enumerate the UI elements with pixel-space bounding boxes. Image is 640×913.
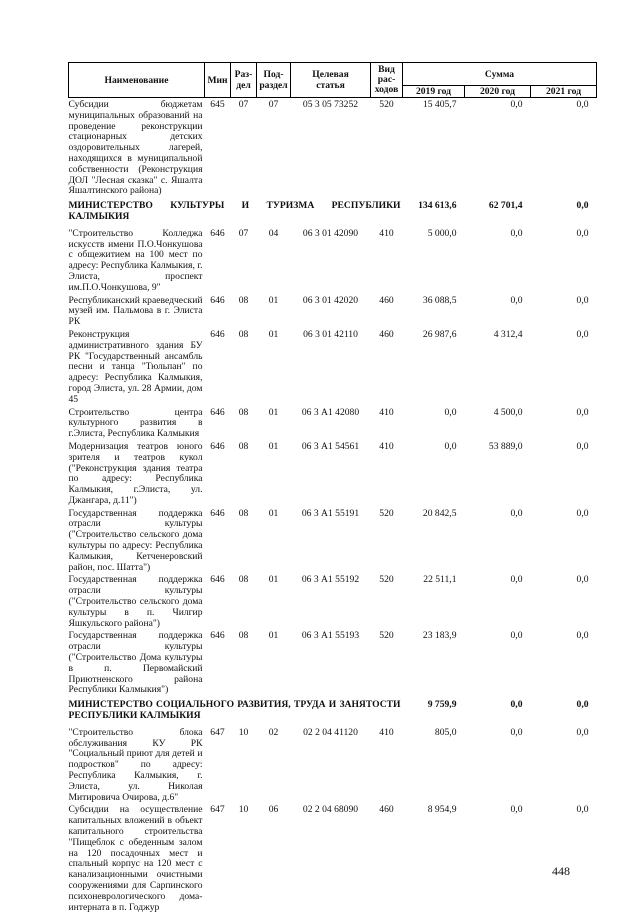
header-min: Мин — [205, 63, 231, 98]
amount-2019: 15 405,7 — [403, 98, 465, 198]
amount-2019: 26 987,6 — [403, 328, 465, 406]
table-row — [69, 294, 597, 328]
amount-2020: 0,0 — [465, 294, 531, 328]
amount-2021: 0,0 — [531, 406, 597, 440]
razdel-code: 07 — [231, 98, 257, 198]
amount-2021: 0,0 — [531, 507, 597, 574]
amount-2019: 8 954,9 — [403, 803, 465, 913]
target-article-code: 02 2 04 68090 — [291, 803, 371, 913]
header-target-article: Целевая статья — [291, 63, 371, 98]
expense-type-code: 410 — [371, 726, 403, 804]
table-body — [69, 98, 597, 913]
item-name: Субсидии на осуществление капитальных вложений в объект капитального строительства "Пищеблок с обеденным залом на 120 посадочных мест и спальный корпус на 120 мест с канализационными очистными сооружениями для Сарпинского психоневрологического дома-интерната в п. Годжур — [69, 803, 205, 913]
amount-2019: 22 511,1 — [403, 573, 465, 629]
podrazdel-code: 01 — [257, 440, 291, 507]
section-row — [69, 197, 597, 227]
amount-2020: 4 312,4 — [465, 328, 531, 406]
amount-2021: 0,0 — [531, 328, 597, 406]
ministry-code: 646 — [205, 406, 231, 440]
page-number: 448 — [552, 864, 570, 879]
amount-2020: 0,0 — [465, 726, 531, 804]
item-name: Модернизация театров юного зрителя и театров кукол ("Реконструкция здания театра по адресу: Республика Калмыкия, г.Элиста, ул. Джангара, д.11") — [69, 440, 205, 507]
amount-2021: 0,0 — [531, 227, 597, 294]
amount-2021: 0,0 — [531, 98, 597, 198]
target-article-code: 05 3 05 73252 — [291, 98, 371, 198]
amount-2019: 0,0 — [403, 406, 465, 440]
podrazdel-code: 01 — [257, 629, 291, 696]
target-article-code: 06 3 01 42110 — [291, 328, 371, 406]
section-amount-y2019: 9 759,9 — [403, 696, 465, 726]
section-amount-y2021: 0,0 — [531, 197, 597, 227]
podrazdel-code: 01 — [257, 328, 291, 406]
header-expense-type: Вид рас- ходов — [371, 63, 403, 98]
amount-2020: 0,0 — [465, 573, 531, 629]
amount-2021: 0,0 — [531, 629, 597, 696]
razdel-code: 08 — [231, 507, 257, 574]
item-name: Государственная поддержка отрасли культуры ("Строительство Дома культуры в п. Первомайский Приютненского района Республики Калмыкия") — [69, 629, 205, 696]
ministry-code: 646 — [205, 440, 231, 507]
expense-type-code: 520 — [371, 629, 403, 696]
item-name: Реконструкция административного здания БУ РК "Государственный ансамбль песни и танца "Тюльпан" по адресу: Республика Калмыкия, город Элиста, ул. 28 Армии, дом 45 — [69, 328, 205, 406]
podrazdel-code: 02 — [257, 726, 291, 804]
table-row — [69, 726, 597, 804]
table-row — [69, 507, 597, 574]
target-article-code: 06 3 А1 54561 — [291, 440, 371, 507]
item-name: Субсидии бюджетам муниципальных образований на проведение реконструкции стационарных детских оздоровительных лагерей, находящихся в муниципальной собственности (Реконструкция ДОЛ "Лесная сказка" с. Яшалта Яшалтинского района) — [69, 98, 205, 198]
target-article-code: 02 2 04 41120 — [291, 726, 371, 804]
amount-2021: 0,0 — [531, 294, 597, 328]
amount-2020: 0,0 — [465, 629, 531, 696]
ministry-code: 646 — [205, 507, 231, 574]
table-row — [69, 406, 597, 440]
header-2019: 2019 год — [403, 86, 465, 98]
amount-2020: 0,0 — [465, 98, 531, 198]
podrazdel-code: 01 — [257, 406, 291, 440]
amount-2019: 36 088,5 — [403, 294, 465, 328]
table-row — [69, 328, 597, 406]
expense-type-code: 410 — [371, 227, 403, 294]
expense-type-code: 460 — [371, 803, 403, 913]
amount-2020: 53 889,0 — [465, 440, 531, 507]
amount-2020: 0,0 — [465, 803, 531, 913]
amount-2019: 5 000,0 — [403, 227, 465, 294]
expense-type-code: 410 — [371, 440, 403, 507]
section-name: МИНИСТЕРСТВО КУЛЬТУРЫ И ТУРИЗМА РЕСПУБЛИКИ КАЛМЫКИЯ — [69, 197, 403, 227]
razdel-code: 07 — [231, 227, 257, 294]
target-article-code: 06 3 01 42020 — [291, 294, 371, 328]
expense-type-code: 520 — [371, 573, 403, 629]
ministry-code: 645 — [205, 98, 231, 198]
razdel-code: 08 — [231, 294, 257, 328]
razdel-code: 10 — [231, 803, 257, 913]
header-2020: 2020 год — [465, 86, 531, 98]
ministry-code: 646 — [205, 294, 231, 328]
amount-2019: 805,0 — [403, 726, 465, 804]
podrazdel-code: 01 — [257, 507, 291, 574]
amount-2020: 0,0 — [465, 507, 531, 574]
target-article-code: 06 3 А1 55191 — [291, 507, 371, 574]
ministry-code: 646 — [205, 629, 231, 696]
item-name: Республиканский краеведческий музей им. Пальмова в г. Элиста РК — [69, 294, 205, 328]
amount-2020: 4 500,0 — [465, 406, 531, 440]
expense-type-code: 520 — [371, 507, 403, 574]
razdel-code: 08 — [231, 406, 257, 440]
item-name: Строительство центра культурного развития в г.Элиста, Республика Калмыкия — [69, 406, 205, 440]
razdel-code: 08 — [231, 440, 257, 507]
item-name: "Строительство Колледжа искусств имени П.О.Чонкушова с общежитием на 100 мест по адресу: Республика Калмыкия, г. Элиста, проспект им.П.О.Чонкушова, 9" — [69, 227, 205, 294]
ministry-code: 647 — [205, 726, 231, 804]
amount-2019: 23 183,9 — [403, 629, 465, 696]
table-row — [69, 803, 597, 913]
target-article-code: 06 3 01 42090 — [291, 227, 371, 294]
target-article-code: 06 3 А1 55193 — [291, 629, 371, 696]
podrazdel-code: 07 — [257, 98, 291, 198]
item-name: Государственная поддержка отрасли культуры ("Строительство сельского дома культуры в п. Чилгир Яшкульского района") — [69, 573, 205, 629]
header-podrazdel: Под- раздел — [257, 63, 291, 98]
header-summa: Сумма — [403, 63, 597, 86]
amount-2021: 0,0 — [531, 803, 597, 913]
section-amount-y2019: 134 613,6 — [403, 197, 465, 227]
item-name: Государственная поддержка отрасли культуры ("Строительство сельского дома культуры по адресу: Республика Калмыкия, Кетченеровский район, пос. Шатта") — [69, 507, 205, 574]
section-amount-y2020: 62 701,4 — [465, 197, 531, 227]
ministry-code: 646 — [205, 227, 231, 294]
section-amount-y2020: 0,0 — [465, 696, 531, 726]
budget-table — [68, 62, 597, 913]
ministry-code: 647 — [205, 803, 231, 913]
podrazdel-code: 01 — [257, 294, 291, 328]
table-header — [69, 63, 597, 98]
section-amount-y2021: 0,0 — [531, 696, 597, 726]
table-row — [69, 98, 597, 198]
ministry-code: 646 — [205, 573, 231, 629]
podrazdel-code: 04 — [257, 227, 291, 294]
target-article-code: 06 3 А1 55192 — [291, 573, 371, 629]
amount-2021: 0,0 — [531, 440, 597, 507]
amount-2021: 0,0 — [531, 726, 597, 804]
target-article-code: 06 3 А1 42080 — [291, 406, 371, 440]
razdel-code: 08 — [231, 573, 257, 629]
amount-2021: 0,0 — [531, 573, 597, 629]
header-razdel: Раз- дел — [231, 63, 257, 98]
section-name: МИНИСТЕРСТВО СОЦИАЛЬНОГО РАЗВИТИЯ, ТРУДА И ЗАНЯТОСТИ РЕСПУБЛИКИ КАЛМЫКИЯ — [69, 696, 403, 726]
expense-type-code: 410 — [371, 406, 403, 440]
header-2021: 2021 год — [531, 86, 597, 98]
expense-type-code: 520 — [371, 98, 403, 198]
table-row — [69, 573, 597, 629]
section-row — [69, 696, 597, 726]
amount-2020: 0,0 — [465, 227, 531, 294]
table-row — [69, 227, 597, 294]
table-row — [69, 440, 597, 507]
header-name: Наименование — [69, 63, 205, 98]
item-name: "Строительство блока обслуживания КУ РК "Социальный приют для детей и подростков" по адресу: Республика Калмыкия, г. Элиста, ул. Николая Митировича Очирова, д.6" — [69, 726, 205, 804]
expense-type-code: 460 — [371, 328, 403, 406]
amount-2019: 0,0 — [403, 440, 465, 507]
amount-2019: 20 842,5 — [403, 507, 465, 574]
razdel-code: 08 — [231, 328, 257, 406]
razdel-code: 08 — [231, 629, 257, 696]
ministry-code: 646 — [205, 328, 231, 406]
expense-type-code: 460 — [371, 294, 403, 328]
razdel-code: 10 — [231, 726, 257, 804]
table-row — [69, 629, 597, 696]
podrazdel-code: 01 — [257, 573, 291, 629]
podrazdel-code: 06 — [257, 803, 291, 913]
